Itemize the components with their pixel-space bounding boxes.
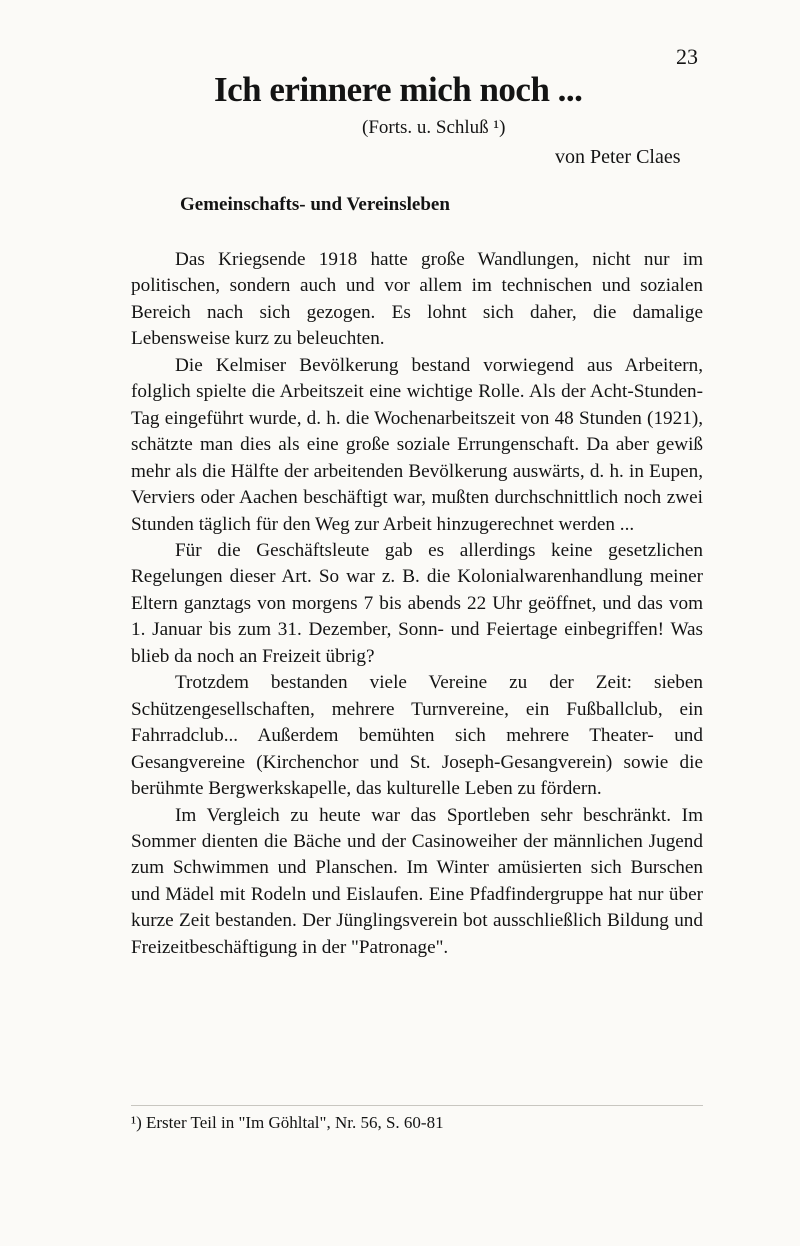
- paragraph: Für die Geschäftsleute gab es allerdings keine gesetzlichen Regelungen dieser Art. So war z. B. die Kolonialwarenhandlung meiner Eltern ganztags von morgens 7 bis abends 22 Uhr geöffnet, und das vom 1. Januar bis zum 31. Dezember, Sonn- und Feiertage einbegriffen! Was blieb da noch an Freizeit übrig?: [131, 539, 703, 667]
- article-title: Ich erinnere mich noch ...: [214, 70, 583, 109]
- paragraph: Das Kriegsende 1918 hatte große Wandlungen, nicht nur im politischen, sondern auch und vor allem im technischen und sozialen Bereich nach sich gezogen. Es lohnt sich daher, die damalige Lebensweise kurz zu beleuchten.: [131, 249, 703, 350]
- article-subtitle: (Forts. u. Schluß ¹): [362, 117, 506, 138]
- page-number: 23: [676, 44, 698, 69]
- paragraph: Im Vergleich zu heute war das Sportleben sehr beschränkt. Im Sommer dienten die Bäche und der Casinoweiher der männlichen Jugend zum Schwimmen und Planschen. Im Winter amüsierten sich Burschen und Mädel mit Rodeln und Eislaufen. Eine Pfadfindergruppe hat nur über kurze Zeit bestanden. Der Jünglingsverein bot ausschließlich Bildung und Freizeitbeschäftigung in der "Patronage".: [131, 804, 703, 958]
- section-heading: Gemeinschafts- und Vereinsleben: [180, 194, 450, 215]
- paragraph: Trotzdem bestanden viele Vereine zu der Zeit: sieben Schützengesellschaften, mehrere Turnvereine, ein Fußballclub, ein Fahrradclub... Außerdem bemühten sich mehrere Theater- und Gesangvereine (Kirchenchor und St. Joseph-Gesangverein) sowie die berühmte Bergwerkskapelle, das kulturelle Leben zu fördern.: [131, 672, 703, 800]
- paragraph: Die Kelmiser Bevölkerung bestand vorwiegend aus Arbeitern, folglich spielte die Arbeitszeit eine wichtige Rolle. Als der Acht-Stunden-Tag eingeführt wurde, d. h. die Wochenarbeitszeit von 48 Stunden (1921), schätzte man dies als eine große soziale Errungenschaft. Da aber gewiß mehr als die Hälfte der arbeitenden Bevölkerung auswärts, d. h. in Eupen, Verviers oder Aachen beschäftigt war, mußten durchschnittlich noch zwei Stunden täglich für den Weg zur Arbeit hinzugerechnet werden ...: [131, 354, 703, 535]
- footnote-divider: [131, 1105, 703, 1106]
- author-line: von Peter Claes: [555, 146, 681, 168]
- article-body: [131, 247, 703, 961]
- footnote: ¹) Erster Teil in "Im Göhltal", Nr. 56, S. 60-81: [131, 1113, 444, 1132]
